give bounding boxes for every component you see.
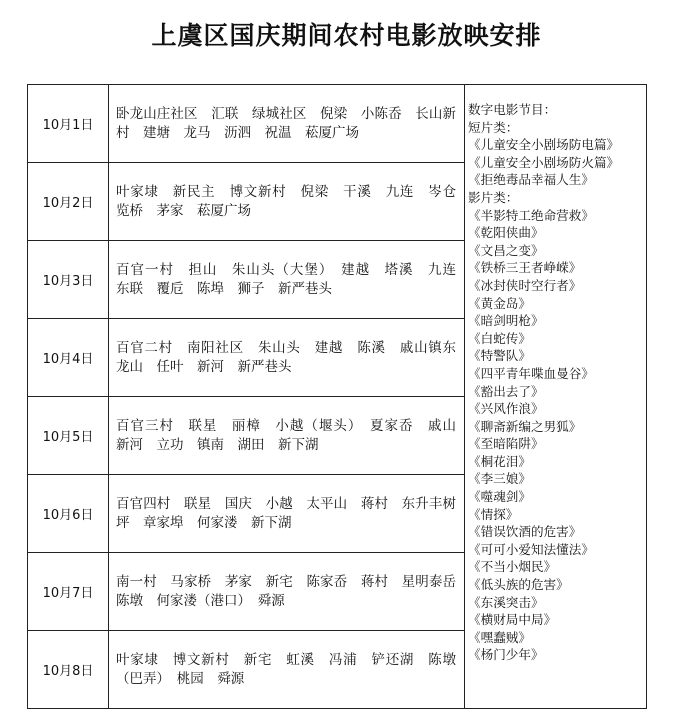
film-item: 《半影特工绝命营救》 <box>468 207 594 223</box>
film-item: 《文昌之变》 <box>468 242 544 258</box>
film-item: 《暗剑明枪》 <box>468 313 544 329</box>
date-cell: 10月8日 <box>28 631 109 709</box>
short-heading: 短片类： <box>468 119 519 135</box>
places-cell: 百官一村 担山 朱山头（大堡） 建越 塔溪 九连 东联 覆卮 陈埠 狮子 新严巷头 <box>109 241 465 319</box>
date-cell: 10月5日 <box>28 397 109 475</box>
film-item: 《嘿蠢贼》 <box>468 629 531 645</box>
page-title: 上虞区国庆期间农村电影放映安排 <box>151 21 542 50</box>
film-item: 《噬魂剑》 <box>468 489 531 505</box>
schedule-table <box>27 84 647 709</box>
film-item: 《东溪突击》 <box>468 594 544 610</box>
film-item: 《横财局中局》 <box>468 612 557 628</box>
film-item: 《乾阳侠曲》 <box>468 225 544 241</box>
film-item: 《儿童安全小剧场防电篇》 <box>468 137 620 153</box>
film-item: 《可可小爱知法懂法》 <box>468 541 594 557</box>
film-item: 《铁桥三王者峥嵘》 <box>468 260 582 276</box>
film-item: 《兴风作浪》 <box>468 401 544 417</box>
places-cell: 百官二村 南阳社区 朱山头 建越 陈溪 戚山镇东 龙山 任叶 新河 新严巷头 <box>109 319 465 397</box>
film-item: 《四平青年喋血曼谷》 <box>468 365 594 381</box>
film-item: 《豁出去了》 <box>468 383 544 399</box>
film-item: 《桐花泪》 <box>468 453 531 469</box>
places-cell: 百官三村 联星 丽樟 小越（堰头） 夏家岙 戚山 新河 立功 镇南 湖田 新下湖 <box>109 397 465 475</box>
film-item: 《不当小烟民》 <box>468 559 557 575</box>
table-row <box>28 85 647 163</box>
film-item: 《特警队》 <box>468 348 531 364</box>
date-cell: 10月4日 <box>28 319 109 397</box>
places-cell: 百官四村 联星 国庆 小越 太平山 蒋村 东升丰树坪 章家埠 何家溇 新下湖 <box>109 475 465 553</box>
film-item: 《低头族的危害》 <box>468 577 569 593</box>
places-cell: 卧龙山庄社区 汇联 绿城社区 倪梁 小陈岙 长山新村 建塘 龙马 沥泗 祝温 菘厦广场 <box>109 85 465 163</box>
film-item: 《白蛇传》 <box>468 330 531 346</box>
feature-heading: 影片类： <box>468 189 519 205</box>
film-list <box>465 85 647 709</box>
date-cell: 10月1日 <box>28 85 109 163</box>
places-cell: 叶家埭 新民主 博文新村 倪梁 干溪 九连 岑仓 览桥 茅家 菘厦广场 <box>109 163 465 241</box>
film-item: 《至暗陷阱》 <box>468 436 544 452</box>
film-item: 《错误饮酒的危害》 <box>468 524 582 540</box>
film-item: 《情探》 <box>468 506 519 522</box>
film-item: 《拒绝毒品幸福人生》 <box>468 172 594 188</box>
film-heading: 数字电影节目： <box>468 102 557 117</box>
film-item: 《黄金岛》 <box>468 295 531 311</box>
date-cell: 10月3日 <box>28 241 109 319</box>
date-cell: 10月7日 <box>28 553 109 631</box>
date-cell: 10月2日 <box>28 163 109 241</box>
film-item: 《杨门少年》 <box>468 647 544 663</box>
places-cell: 叶家埭 博文新村 新宅 虹溪 冯浦 铲还湖 陈墩（巴弄） 桃园 舜源 <box>109 631 465 709</box>
date-cell: 10月6日 <box>28 475 109 553</box>
film-item: 《儿童安全小剧场防火篇》 <box>468 154 620 170</box>
film-item: 《聊斋新编之男狐》 <box>468 418 582 434</box>
film-item: 《李三娘》 <box>468 471 531 487</box>
places-cell: 南一村 马家桥 茅家 新宅 陈家岙 蒋村 星明泰岳 陈墩 何家溇（港口） 舜源 <box>109 553 465 631</box>
film-item: 《冰封侠时空行者》 <box>468 277 582 293</box>
